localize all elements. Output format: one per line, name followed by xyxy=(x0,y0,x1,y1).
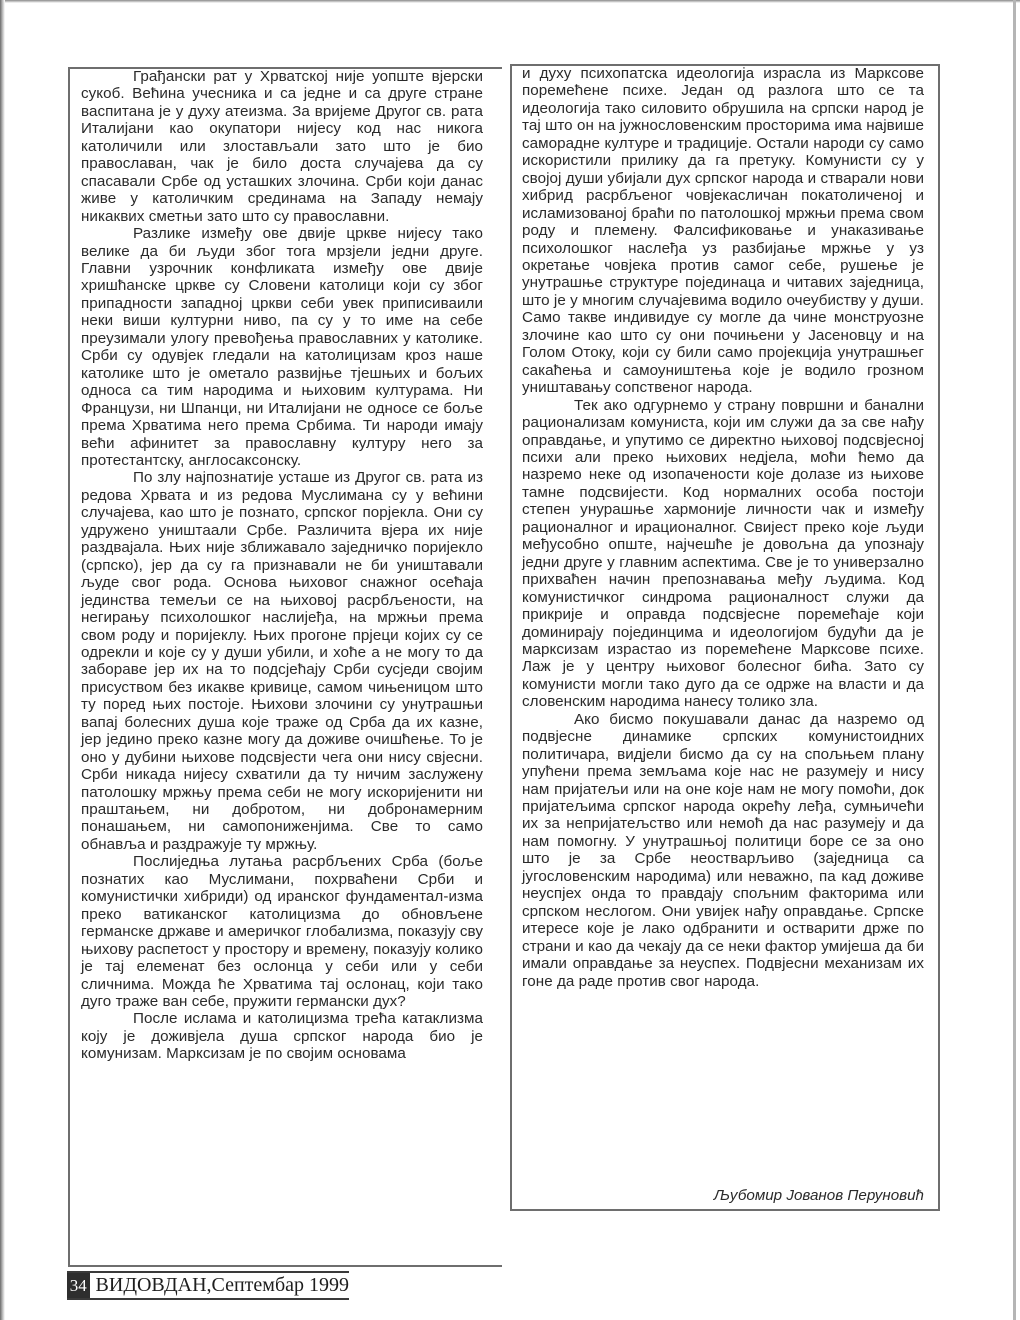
paragraph: Послиједња лутања расрбљених Срба (боље познатих као Муслимани, похрваћени Срби и комунистички хибриди) од иранског фундаментал-изма преко ватиканског католицизма до обновљене германске државе и америчког глобализма, показују сву њихову распетост у простору и времену, показују колико је тај елеменат без ослонца у себи или у себи сличнима. Можда ће Хрватима тај ослонац, који тако дуго траже ван себе, пружити германски дух? xyxy=(81,853,483,1011)
paragraph: Тек ако одгурнемо у страну површни и банални рационализам комуниста, који им служи да за све нађу оправдање, и упутимо се директно њиховој подсвјесној психи али преко њихових недјела, моћи ћемо да назремо неке од изопачености које долазе из њихове тамне подсвијести. Код нормалних особа постоји степен унурашње хармоније личности чак и између рационалног и ирационалног. Свијест преко које људи међусобно опште, најчешће је довољна да упознају једни друге у главним аспектима. Све је то универзално прихваћен начин препознавања међу људима. Код комунистичког синдрома рационалност служи да прикрије и оправда подсвјесне поремећаје који доминирају појединцима и идеологијом будући да је марксизам израстао из поремећене Марксове психе. Лаж је у центру њиховог болесног бића. Зато су комунисти могли тако дуго да се одрже на власти и да словенским народима нанесу толико зла. xyxy=(522,396,924,711)
scan-edge-top xyxy=(0,0,1020,3)
paragraph: и духу психопатска идеологија израсла из Марксове поремећене психе. Један од разлога што се та идеологија тако силовито обрушила на српски народ је тај што он на јужнословенским просторима има највише саморадне културе и традиције. Остали народи су само искористили прилику да га претуку. Комунисти су у својој души убијали дух српског народа и стварали нови хибрид расрбљеног човјекасличан покатоличеној и исламизованој браћи по патолошкој мржњи према свом роду и племену. Фалсификовање и унаказивање психолошког наслеђа уз разбијање мржње у уз окретање човјека против самог себе, рушење је унутрашње структуре појединаца и читавих заједница, што је у многим случајевима водило очеубиству у души. Само такве индивидуе су могле да чине монструозне злочине као што су они почињени у Јасеновцу и на Голом Отоку, који су били само пројекција унутрашњег сакаћења и самоуништења које је водило грозном уништавању сопственог народа. xyxy=(522,65,924,397)
author-signature: Љубомир Јованов Перуновић xyxy=(713,1187,924,1204)
paragraph: Грађански рат у Хрватској није уопште вјерски сукоб. Већина учесника и са једне и са друге стране васпитана је у духу атеизма. За вријеме Другог св. рата Италијани као окупатори нијесу код нас никога католичили или злостављали зато што је био православан, чак је било доста случајева да су спасавали Србе од усташких злочина. Срби који данас живе у католичким срединама на Западу немају никаквих сметњи зато што су православни. xyxy=(81,68,483,225)
scan-edge-left xyxy=(0,0,5,1320)
paragraph: По злу најпознатије усташе из Другог св. рата из редова Хрвата и из редова Муслимана су у већини случајева, као што је познато, српског порјекла. Они су удружено уништаали Србе. Различита вјера их није раздвајала. Њих није зближавало заједничко поријекло (српско), јер да су га признавали не би уништавали људе свог рода. Основа њиховог снажног осећаја јединства темељи се на њиховој расрбљености, на негирању психолошког наслијеђа, на мржњи према свом роду и поријеклу. Њих прогоне прјеци којих су се одрекли и које су у души убили, и хоће а не могу то да забораве јер их на то подсјећају Срби сусједи својим присуством без икакве кривице, самом чињеницом што ту поред њих постоје. Њихови злочини су унутрашњи вапај болесних душа које траже од Срба да их казне, јер једино преко казне могу да доживе очишћење. То је оно у дубини њихове подсвјести чега они нису свјесни. Срби никада нијесу схватили да ту ничим заслужену патолошку мржњу према себи не могу искоријенити ни праштањем, ни добротом, ни добронамерним понашањем, ни самопониженјима. Све то само обнавља и раздражује ту мржњу. xyxy=(81,469,483,853)
page-number: 34 xyxy=(67,1273,90,1298)
paragraph: Разлике између ове двије цркве нијесу тако велике да би људи због тога мрзјели једни друге. Главни узрочник конфликата између ове двије хришћанске цркве су Словени католици који су због припадности западној цркви себи увек приписиваили неки виши културни ниво, па су у то име на себе преузимали улогу превођења православних у католике. Срби су одувјек гледали на католицизам кроз наше католике што је ометало развијње тјешњих и бољих односа са тим народима и њиховим културама. Ни Французи, ни Шпанци, ни Италијани не односе се боље према Хрватима него према Србима. Ти народи имају већи афинитет за православну културу него за протестантску, англосаксонску. xyxy=(81,225,483,469)
magazine-issue: ВИДОВДАН,Септембар 1999 xyxy=(95,1274,349,1296)
scan-edge-right xyxy=(1013,0,1016,1320)
page-footer xyxy=(67,1271,349,1300)
right-column xyxy=(522,65,924,990)
left-column xyxy=(81,68,483,1063)
paragraph: После ислама и католицизма трећа катаклизма коју је доживјела душа српског народа био је комунизам. Марксизам је по својим основама xyxy=(81,1010,483,1063)
paragraph: Ако бисмо покушавали данас да назремо од подвјесне динамике српских комунистоидних политичара, видјели бисмо да су на спољњем плану упућени према земљама које нас не разумеју и нису нам пријатељи или на оне које нам не могу помоћи, док пријатељима српског народа окрећу леђа, сумњичећи их за непријатељство или немоћ да нас разумеју и да нам помогну. У унутрашњој политици боре се за оно што је за Србе неостварљиво (заједница са југословенским народима) или неважно, па кад доживе неуспјех онда то правдају спољним факторима или српском неслогом. Они увијек нађу оправдање. Српске итересе које је лако одбранити и остварити држе по страни и као да чекају да се неки фактор умијеша да би имали оправдање за неуспех. Подвјесни механизам их гоне да раде против свог народа. xyxy=(522,710,924,990)
